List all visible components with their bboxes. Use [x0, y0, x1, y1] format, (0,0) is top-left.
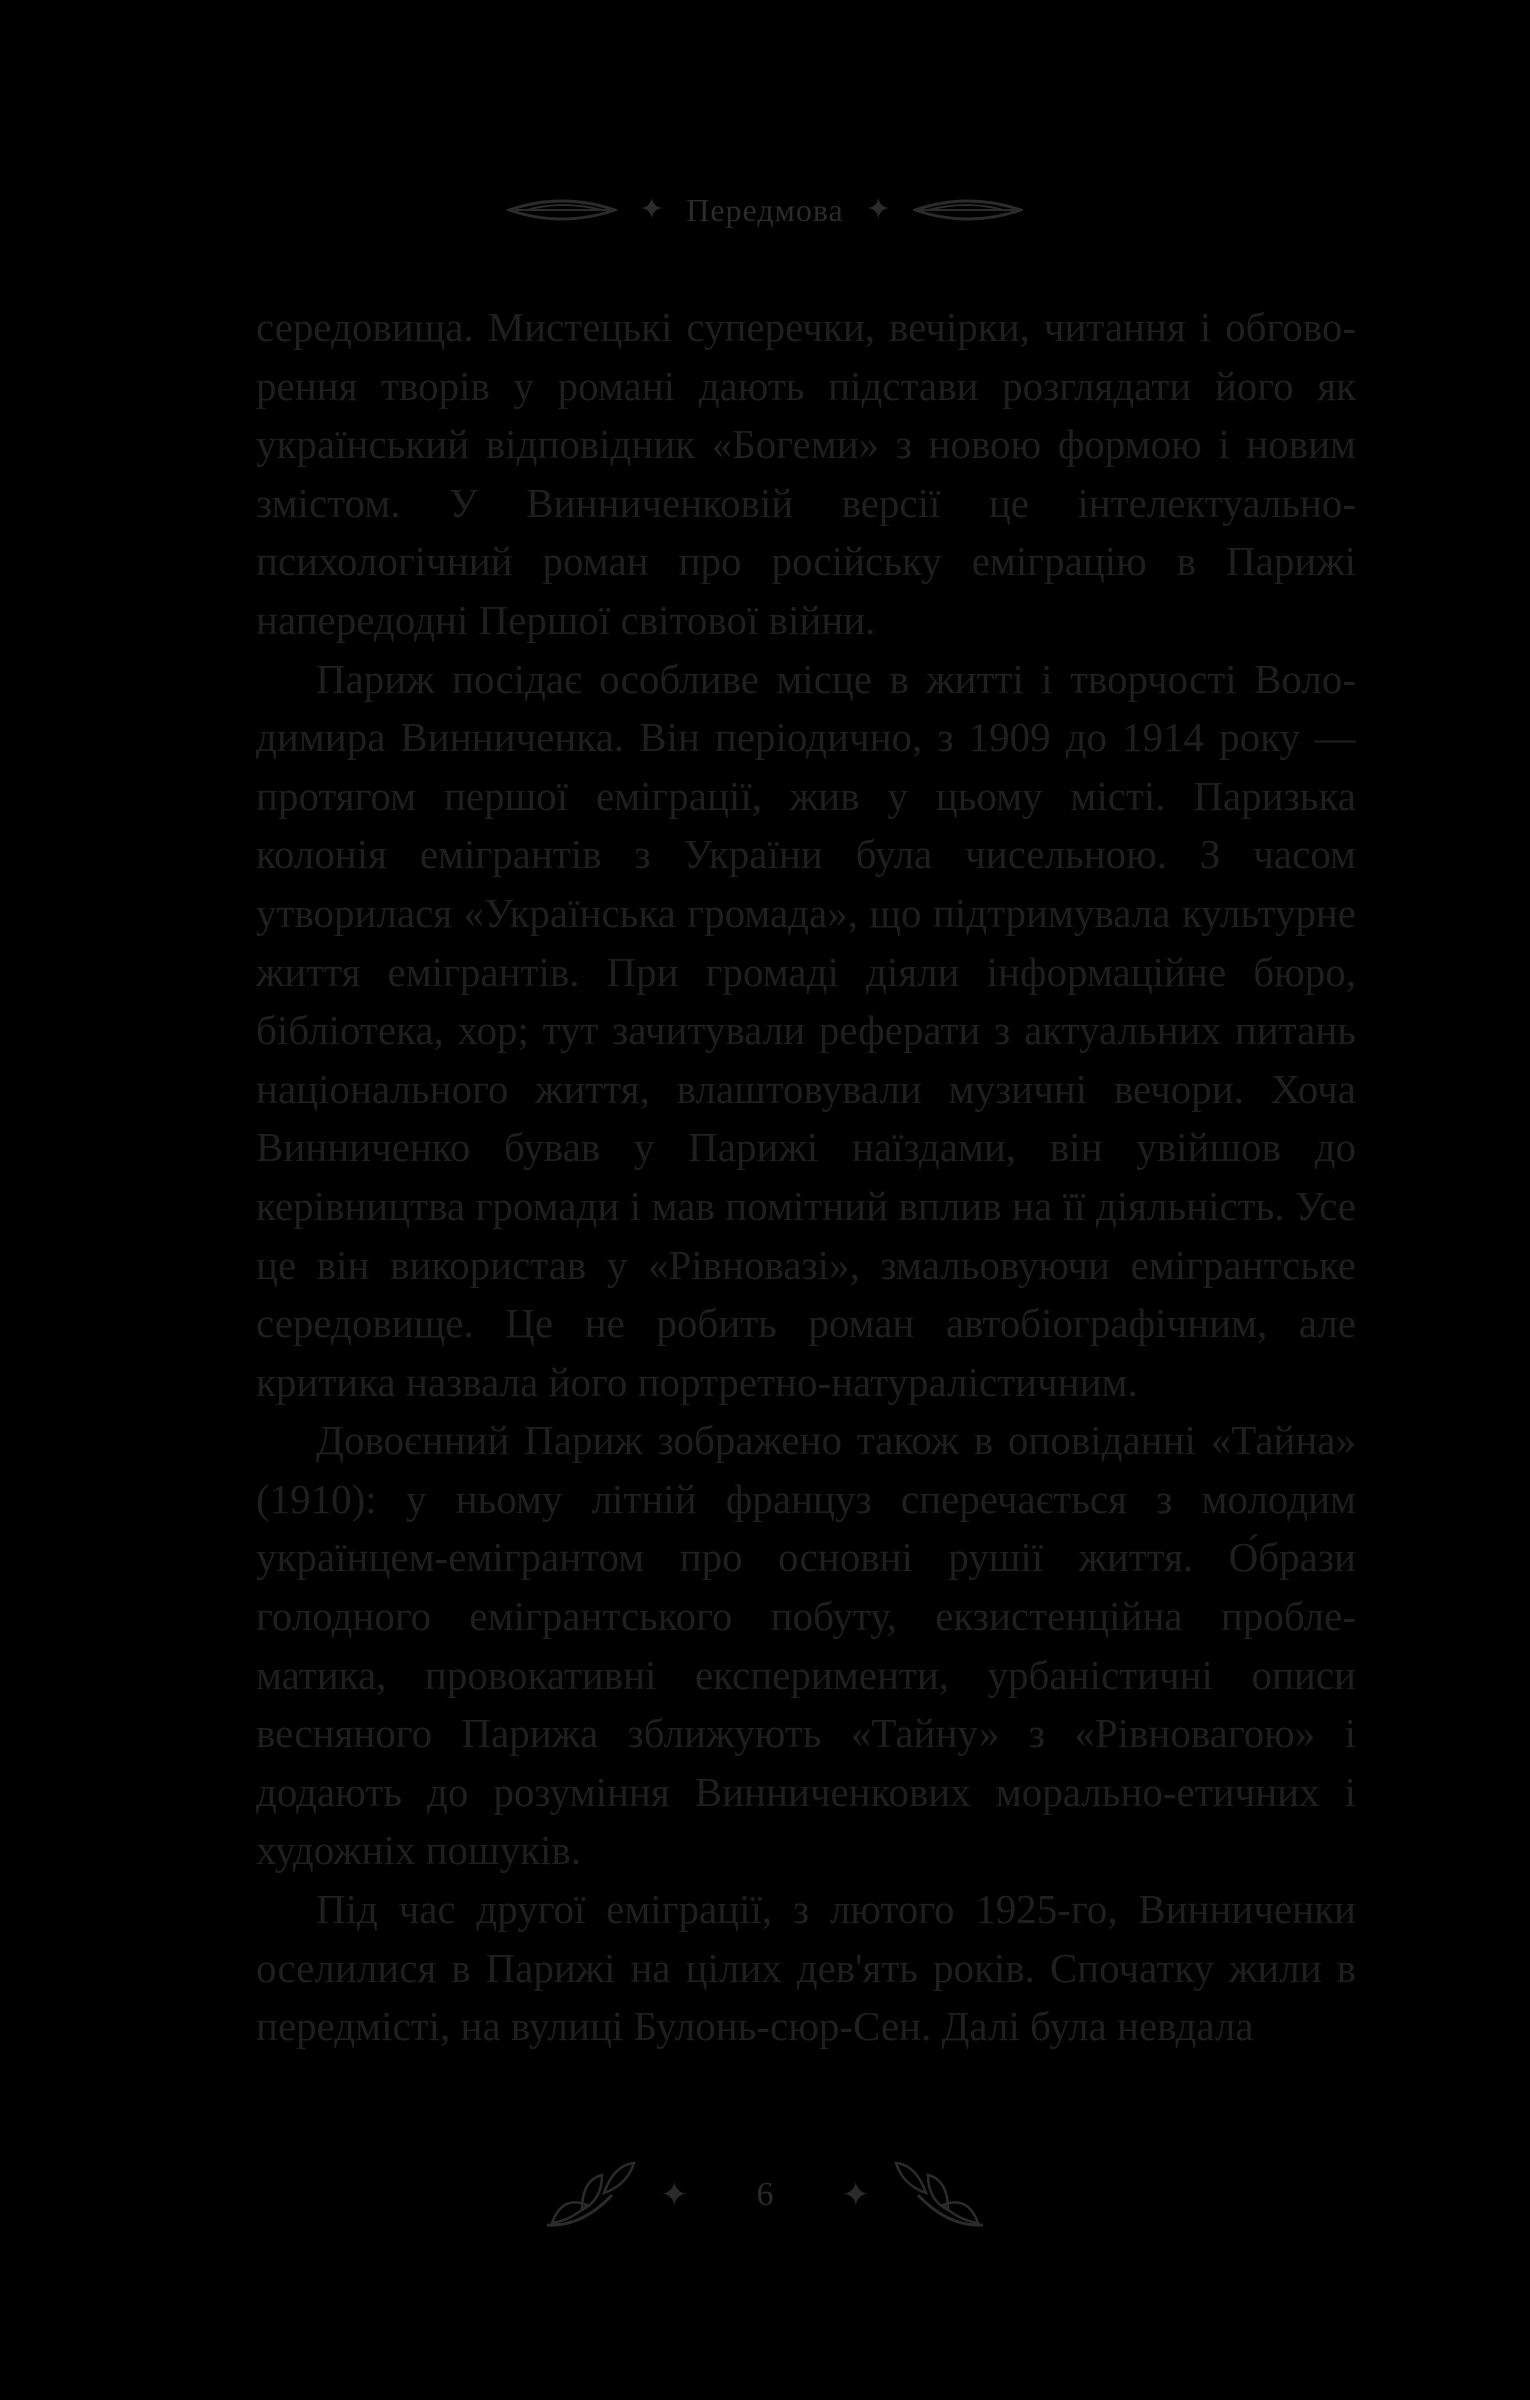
star-ornament-icon: ✦ — [865, 192, 891, 227]
star-ornament-icon: ✦ — [841, 2175, 870, 2215]
star-ornament-icon: ✦ — [660, 2175, 689, 2215]
flower-ornament-right-icon — [888, 2155, 988, 2235]
running-header — [0, 185, 1530, 235]
page-number: 6 — [756, 2176, 774, 2213]
flower-ornament-left-icon — [542, 2155, 642, 2235]
page-title: Передмова — [686, 191, 844, 228]
running-footer — [0, 2150, 1530, 2240]
paragraph-1: середовища. Мистецькі суперечки, вечірки, читання і обговорення творів у романі дають підстави розглядати його як український відповідник «Богеми» з новою формою і новим змістом. У Винниченковій версії це інтелектуально-психологічний роман про російську еміграцію в Парижі напередодні Першої світової війни. — [256, 304, 1356, 643]
page-body — [256, 298, 1356, 2056]
leaf-ornament-right-icon — [913, 190, 1023, 230]
star-ornament-icon: ✦ — [639, 192, 665, 227]
paragraph-2: Париж посідає особливе місце в житті і творчості Володимира Винниченка. Він періодично, з 1909 до 1914 року — протягом першої еміграції, жив у цьому місті. Паризька колонія емігрантів з України була чисельною. З часом утворилася «Українська громада», що підтримувала культурне життя емігрантів. При громаді діяли інформаційне бюро, бібліотека, хор; тут зачитували реферати з актуальних питань національного життя, влаштовували музичні вечори. Хоча Винниченко бував у Парижі наїздами, він увійшов до керівництва громади і мав помітний вплив на її діяльність. Усе це він використав у «Рівновазі», змальовуючи емігрантське середовище. Це не робить роман автобіографічним, але критика назвала його портретно-натуралістичним. — [256, 655, 1356, 1405]
paragraph-4: Під час другої еміграції, з лютого 1925-го, Винниченки оселилися в Парижі на цілих дев'ять років. Спочатку жили в передмісті, на вулиці Булонь-сюр-Сен. Далі була невдала — [256, 1886, 1356, 2050]
paragraph-3: Довоєнний Париж зображено також в оповіданні «Тайна» (1910): у ньому літній француз сперечається з молодим українцем-емігрантом про основні рушії життя. О́брази голодного емігрантського побуту, екзистенційна проблематика, провокативні експерименти, урбаністичні описи весняного Парижа зближують «Тайну» з «Рівновагою» і додають до розуміння Винниченкових морально-етичних і художніх пошуків. — [256, 1417, 1356, 1874]
leaf-ornament-left-icon — [507, 190, 617, 230]
